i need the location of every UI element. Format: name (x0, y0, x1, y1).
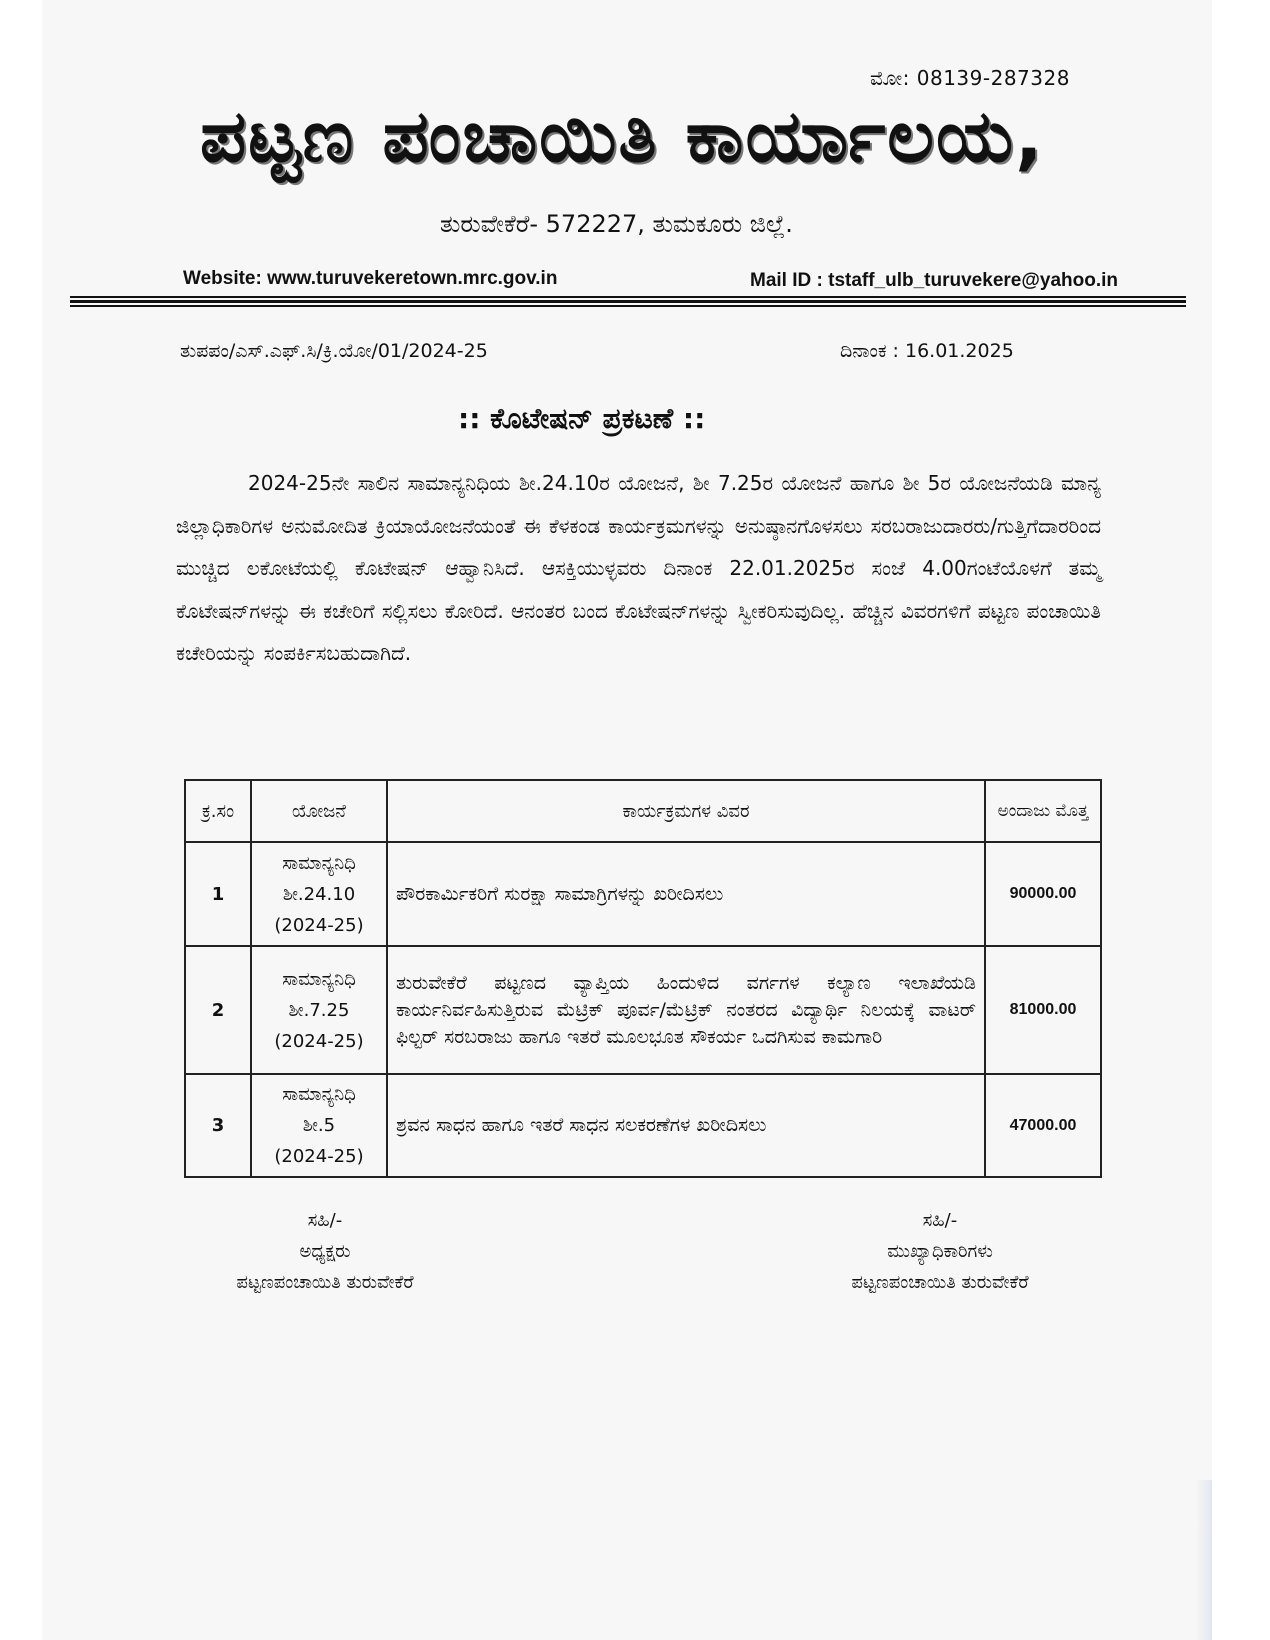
cell-scheme (251, 1074, 387, 1177)
phone-number: ಮೋ: 08139-287328 (870, 66, 1070, 90)
cell-scheme (251, 842, 387, 946)
signature-block-chief-officer (800, 1205, 1080, 1298)
cell-serial: 2 (185, 946, 251, 1074)
cell-description: ತುರುವೇಕೆರೆ ಪಟ್ಟಣದ ವ್ಯಾಪ್ತಿಯ ಹಿಂದುಳಿದ ವರ್ಗಗಳ ಕಲ್ಯಾಣ ಇಲಾಖೆಯಡಿ ಕಾರ್ಯನಿರ್ವಹಿಸುತ್ತಿರುವ ಮೆಟ್ರಿಕ್ ಪೂರ್ವ/ಮೆಟ್ರಿಕ್ ನಂತರದ ವಿದ್ಯಾರ್ಥಿ ನಿಲಯಕ್ಕೆ ವಾಟರ್ ಫಿಲ್ಟರ್ ಸರಬರಾಜು ಹಾಗೂ ಇತರೆ ಮೂಲಭೂತ ಸೌಕರ್ಯ ಒದಗಿಸುವ ಕಾಮಗಾರಿ (387, 946, 985, 1074)
signatory-office: ಪಟ್ಟಣಪಂಚಾಯಿತಿ ತುರುವೇಕೆರೆ (851, 1272, 1029, 1293)
signatory-office: ಪಟ್ಟಣಪಂಚಾಯಿತಿ ತುರುವೇಕೆರೆ (236, 1272, 414, 1293)
website-text: Website: www.turuvekeretown.mrc.gov.in (183, 268, 558, 289)
scheme-year: (2024-25) (274, 1146, 364, 1167)
col-header-scheme: ಯೋಜನೆ (251, 780, 387, 842)
table-row (185, 946, 1101, 1074)
page-edge-shadow (1196, 1480, 1212, 1640)
scheme-head: ಶೀ.24.10 (282, 883, 356, 905)
signed-mark: ಸಹಿ/- (307, 1210, 343, 1231)
col-header-description: ಕಾರ್ಯಕ್ರಮಗಳ ವಿವರ (387, 780, 985, 842)
notice-body (176, 462, 1101, 675)
notice-heading: :: ಕೊಟೇಷನ್ ಪ್ರಕಟಣೆ :: (458, 402, 706, 435)
office-name-title: ಪಟ್ಟಣ ಪಂಚಾಯಿತಿ ಕಾರ್ಯಾಲಯ, (200, 94, 1045, 178)
office-address: ತುರುವೇಕೆರೆ- 572227, ತುಮಕೂರು ಜಿಲ್ಲೆ. (440, 210, 793, 238)
cell-description: ಪೌರಕಾರ್ಮಿಕರಿಗೆ ಸುರಕ್ಷಾ ಸಾಮಾಗ್ರಿಗಳನ್ನು ಖರೀದಿಸಲು (387, 842, 985, 946)
cell-amount: 81000.00 (985, 946, 1101, 1074)
document-date: ದಿನಾಂಕ : 16.01.2025 (840, 340, 1014, 362)
col-header-serial: ಕ್ರ.ಸಂ (185, 780, 251, 842)
body-paragraph: 2024-25ನೇ ಸಾಲಿನ ಸಾಮಾನ್ಯನಿಧಿಯ ಶೀ.24.10ರ ಯೋಜನೆ, ಶೀ 7.25ರ ಯೋಜನೆ ಹಾಗೂ ಶೀ 5ರ ಯೋಜನೆಯಡಿ ಮಾನ್ಯ ಜಿಲ್ಲಾಧಿಕಾರಿಗಳ ಅನುಮೋದಿತ ಕ್ರಿಯಾಯೋಜನೆಯಂತೆ ಈ ಕೆಳಕಂಡ ಕಾರ್ಯಕ್ರಮಗಳನ್ನು ಅನುಷ್ಠಾನಗೊಳಸಲು ಸರಬರಾಜುದಾರರು/ಗುತ್ತಿಗೆದಾರರಿಂದ ಮುಚ್ಚಿದ ಲಕೋಟೆಯಲ್ಲಿ ಕೊಟೇಷನ್ ಆಹ್ವಾನಿಸಿದೆ. ಆಸಕ್ತಿಯುಳ್ಳವರು ದಿನಾಂಕ 22.01.2025ರ ಸಂಜೆ 4.00ಗಂಟೆಯೊಳಗೆ ತಮ್ಮ ಕೊಟೇಷನ್‌ಗಳನ್ನು ಈ ಕಚೇರಿಗೆ ಸಲ್ಲಿಸಲು ಕೋರಿದೆ. ಆನಂತರ ಬಂದ ಕೊಟೇಷನ್‌ಗಳನ್ನು ಸ್ವೀಕರಿಸುವುದಿಲ್ಲ. ಹೆಚ್ಚಿನ ವಿವರಗಳಿಗೆ ಪಟ್ಟಣ ಪಂಚಾಯಿತಿ ಕಚೇರಿಯನ್ನು ಸಂಪರ್ಕಿಸಬಹುದಾಗಿದೆ. (176, 471, 1101, 665)
mail-id-text: Mail ID : tstaff_ulb_turuvekere@yahoo.in (750, 270, 1118, 291)
reference-number: ತುಪಪಂ/ಎಸ್.ಎಫ್.ಸಿ/ಕ್ರಿ.ಯೋ/01/2024-25 (180, 340, 488, 362)
works-table (184, 779, 1102, 1178)
signed-mark: ಸಹಿ/- (922, 1210, 958, 1231)
cell-amount: 90000.00 (985, 842, 1101, 946)
table-header-row (185, 780, 1101, 842)
letterhead-divider (70, 296, 1186, 307)
scheme-year: (2024-25) (274, 914, 364, 936)
scheme-head: ಶೀ.5 (302, 1115, 336, 1136)
scheme-fund: ಸಾಮಾನ್ಯನಿಧಿ (282, 968, 356, 990)
scheme-fund: ಸಾಮಾನ್ಯನಿಧಿ (282, 852, 356, 874)
scheme-year: (2024-25) (274, 1030, 364, 1052)
cell-serial: 3 (185, 1074, 251, 1177)
table-row (185, 842, 1101, 946)
scheme-fund: ಸಾಮಾನ್ಯನಿಧಿ (282, 1084, 356, 1105)
cell-scheme (251, 946, 387, 1074)
signatory-title: ಅಧ್ಯಕ್ಷರು (299, 1241, 351, 1262)
col-header-amount: ಅಂದಾಜು ಮೊತ್ತ (985, 780, 1101, 842)
signature-block-president (190, 1205, 460, 1298)
cell-description: ಶ್ರವನ ಸಾಧನ ಹಾಗೂ ಇತರೆ ಸಾಧನ ಸಲಕರಣೆಗಳ ಖರೀದಿಸಲು (387, 1074, 985, 1177)
scheme-head: ಶೀ.7.25 (288, 999, 350, 1021)
cell-amount: 47000.00 (985, 1074, 1101, 1177)
table-row (185, 1074, 1101, 1177)
signatory-title: ಮುಖ್ಯಾಧಿಕಾರಿಗಳು (887, 1241, 993, 1262)
cell-serial: 1 (185, 842, 251, 946)
